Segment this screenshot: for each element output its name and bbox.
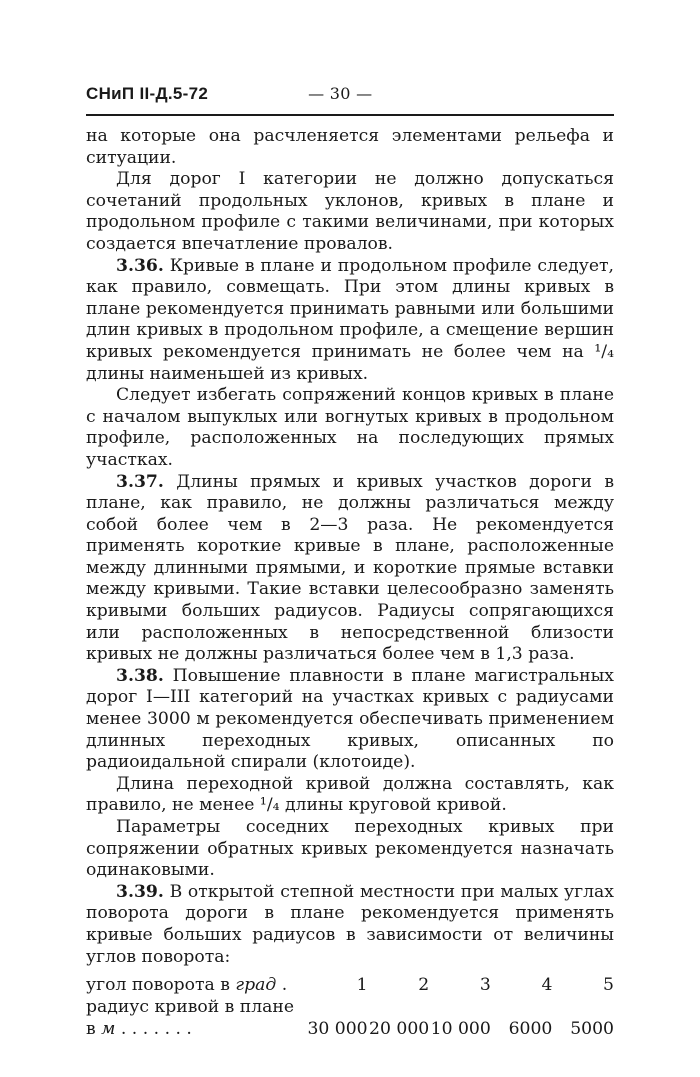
table-cell: 5 — [603, 975, 614, 996]
table-cell: 1 — [356, 975, 368, 996]
clause-number: 3.36. — [116, 255, 164, 276]
clause-number: 3.38. — [116, 665, 164, 686]
table-row-radii — [86, 1018, 614, 1040]
table-row-radius-label — [86, 996, 614, 1018]
paragraph: 3.36. Кривые в плане и продольном профиле следует, как правило, совмещать. При этом длины кривых в плане рекомендуется принимать равными или большими длин кривых в продольном профиле, а смещение вершин кривых рекомендуется принимать не более чем на ¹/₄ длины наименьшей из кривых. — [86, 255, 614, 384]
table-cell: 4 — [541, 975, 553, 996]
table-cell: 20 000 — [369, 1019, 430, 1040]
table-row-angles — [86, 974, 614, 996]
paragraph: 3.37. Длины прямых и кривых участков дороги в плане, как правило, не должны различаться между собой более чем в 2—3 раза. Не рекомендуется применять короткие кривые в плане, расположенные между длинными прямыми, и короткие прямые вставки между кривыми. Такие вставки целесообразно заменять кривыми больших радиусов. Радиусы сопрягающихся или расположенных в непосредственной близости кривых не должны различаться более чем в 1,3 раза. — [86, 471, 614, 665]
paragraph: Для дорог I категории не должно допускаться сочетаний продольных уклонов, кривых в плане и продольном профиле с такими величинами, при которых создается впечатление провалов. — [86, 169, 614, 254]
radius-table — [86, 974, 614, 1040]
table-cell: 30 000 — [307, 1019, 368, 1040]
clause-number: 3.39. — [116, 881, 164, 902]
table-cell: 10 000 — [430, 1019, 491, 1040]
radius-unit-label: в м . . . . . . . — [86, 1019, 192, 1040]
paragraph: 3.38. Повышение плавности в плане магистральных дорог I—III категорий на участках кривых с радиусами менее 3000 м рекомендуется обеспечивать применением длинных переходных кривых, описанных по радиоидальной спирали (клотоиде). — [86, 665, 614, 773]
body-text — [86, 126, 614, 968]
header-rule — [86, 114, 614, 116]
paragraph: Следует избегать сопряжений концов кривых в плане с началом выпуклых или вогнутых кривых в продольном профиле, расположенных на последующих прямых участках. — [86, 385, 614, 470]
paragraph: Длина переходной кривой должна составлять, как правило, не менее ¹/₄ длины круговой кривой. — [86, 773, 614, 816]
page-number: — 30 — — [308, 84, 373, 103]
paragraph: на которые она расчленяется элементами рельефа и ситуации. — [86, 126, 614, 168]
angle-label: угол поворота в град . — [86, 975, 288, 996]
page-header — [86, 84, 614, 112]
document-page — [86, 84, 614, 1040]
paragraph: 3.39. В открытой степной местности при малых углах поворота дороги в плане рекомендуется применять кривые больших радиусов в зависимости от величины углов поворота: — [86, 881, 614, 967]
radius-label: радиус кривой в плане — [86, 997, 295, 1018]
paragraph: Параметры соседних переходных кривых при сопряжении обратных кривых рекомендуется назначать одинаковыми. — [86, 817, 614, 881]
clause-number: 3.37. — [116, 471, 164, 492]
table-cell: 6000 — [508, 1019, 553, 1040]
table-cell: 5000 — [570, 1019, 614, 1040]
table-cell: 3 — [479, 975, 491, 996]
document-code: СНиП II-Д.5-72 — [86, 84, 209, 103]
table-cell: 2 — [418, 975, 430, 996]
